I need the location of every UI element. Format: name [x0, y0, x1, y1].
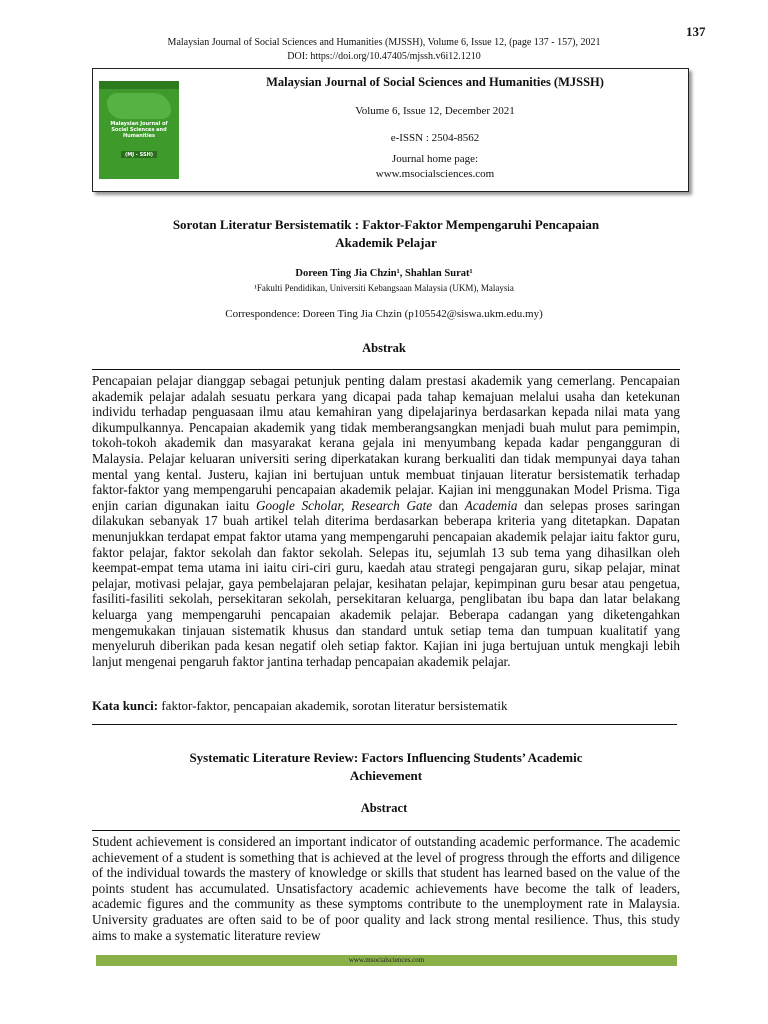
journal-header-box — [92, 68, 689, 192]
title-english-line2: Achievement — [349, 768, 423, 783]
abstrak-text: Pencapaian pelajar dianggap sebagai petunjuk penting dalam prestasi akademik yang cemerlang. Pencapaian akademik pelajar adalah sesuatu perkara yang dicapai pada tahap kemajuan melalui usaha dan ketekunan individu terhadap penguasaan ilmu atau kemahiran yang dipelajarinya berdasarkan kepada nilai mata yang dikumpulkannya. Pencapaian akademik yang tidak memberangsangkan menjadi buah mulut para pemimpin, tokoh-tokoh akademik dan masyarakat kerana gejala ini menyumbang kepada kadar pengangguran di Malaysia. Pelajar keluaran universiti sering diperkatakan kurang berkualiti dan tidak mempunyai daya tahan mental yang kental. Justeru, kajian ini bertujuan untuk membuat tinjauan literatur bersistematik terhadap faktor-faktor yang mempengaruhi pencapaian akademik pelajar. Kajian ini menggunakan Model Prisma. Tiga enjin carian digunakan iaitu Google Scholar, Research Gate dan Academia dan selepas proses saringan dilakukan sebanyak 17 buah artikel telah diterima berdasarkan beberapa kriteria yang ditetapkan. Dapatan menunjukkan terdapat empat faktor utama yang mempengaruhi pencapaian akademik pelajar iaitu faktor guru, faktor pelajar, faktor sekolah dan faktor sekolah. Selepas itu, sejumlah 13 sub tema yang dihasilkan oleh keempat-empat tema utama ini iaitu ciri-ciri guru, kaedah atau strategi pengajaran guru, sikap pelajar, minat pelajar, motivasi pelajar, gaya pembelajaran pelajar, kesihatan pelajar, kepimpinan guru besar atau pengetua, fasiliti-fasiliti sekolah, persekitaran sekolah, persekitaran keluarga, penglibatan ibu bapa dan latar belakang keluarga yang mempengaruhi pencapaian akademik pelajar. Beberapa cadangan yang diketengahkan mengemukakan tinjauan sistematik khusus dan standard untuk setiap tema dan tumpuan kualitatif yang menyeluruh diberikan pada kesan negatif oleh setiap faktor. Kajian ini juga bertujuan untuk mengkaji lebih lanjut mengenai pengaruh faktor jantina terhadap pencapaian akademik pelajar. — [92, 373, 680, 669]
running-head-citation: Malaysian Journal of Social Sciences and Humanities (MJSSH), Volume 6, Issue 12, (page 137 - 157), 2021 — [167, 37, 601, 48]
title-malay-line2: Akademik Pelajar — [335, 235, 437, 250]
journal-eissn: e-ISSN : 2504-8562 — [390, 132, 480, 144]
divider — [92, 724, 677, 725]
abstract-text: Student achievement is considered an important indicator of outstanding academic performance. The academic achievement of a student is something that is achieved at the level of progress through the efforts and diligence of the individual towards the mastery of knowledge or skills that student has learned based on the value of the points student has accumulated. Unsatisfactory academic achievements have become the talk of leaders, academic figures and the community as these symptoms contribute to the unemployment rate in Malaysia. University graduates are often said to be of poor quality and lack strong mental resilience. Thus, this study aims to make a systematic literature review — [92, 834, 680, 943]
journal-title: Malaysian Journal of Social Sciences and Humanities (MJSSH) — [266, 75, 604, 89]
affiliation: ¹Fakulti Pendidikan, Universiti Kebangsaan Malaysia (UKM), Malaysia — [254, 283, 514, 293]
divider — [92, 369, 680, 370]
title-malay — [100, 216, 672, 252]
running-head-doi[interactable]: DOI: https://doi.org/10.47405/mjssh.v6i12.1210 — [287, 51, 481, 62]
cover-issn: (MJ - SSH) — [124, 152, 154, 158]
cover-title: Malaysian Journal of Social Sciences and Humanities — [110, 121, 168, 139]
authors: Doreen Ting Jia Chzin¹, Shahlan Surat¹ — [295, 268, 473, 279]
world-map-graphic — [107, 93, 171, 119]
title-english-line1: Systematic Literature Review: Factors Influencing Students’ Academic — [189, 750, 583, 765]
abstract-heading: Abstract — [360, 801, 408, 815]
search-engine-academia: Academia — [464, 497, 518, 513]
keywords-label: Kata kunci: — [92, 698, 159, 713]
correspondence: Correspondence: Doreen Ting Jia Chzin (p105542@siswa.ukm.edu.my) — [225, 308, 543, 320]
homepage-label: Journal home page: — [391, 153, 479, 165]
title-english — [100, 749, 672, 785]
footer-url[interactable]: www.msocialsciences.com — [348, 956, 425, 964]
keywords — [92, 698, 680, 714]
journal-volume: Volume 6, Issue 12, December 2021 — [355, 105, 515, 117]
homepage-link[interactable]: www.msocialsciences.com — [375, 168, 495, 180]
journal-cover-image — [99, 81, 179, 179]
page-number: 137 — [686, 24, 706, 39]
keywords-text: faktor-faktor, pencapaian akademik, sorotan literatur bersistematik — [158, 698, 508, 713]
abstrak-heading: Abstrak — [362, 341, 406, 355]
search-engine-names: Google Scholar, Research Gate — [255, 497, 433, 513]
running-head — [0, 36, 768, 64]
title-malay-line1: Sorotan Literatur Bersistematik : Faktor-Faktor Mempengaruhi Pencapaian — [172, 217, 600, 232]
divider — [92, 830, 680, 831]
